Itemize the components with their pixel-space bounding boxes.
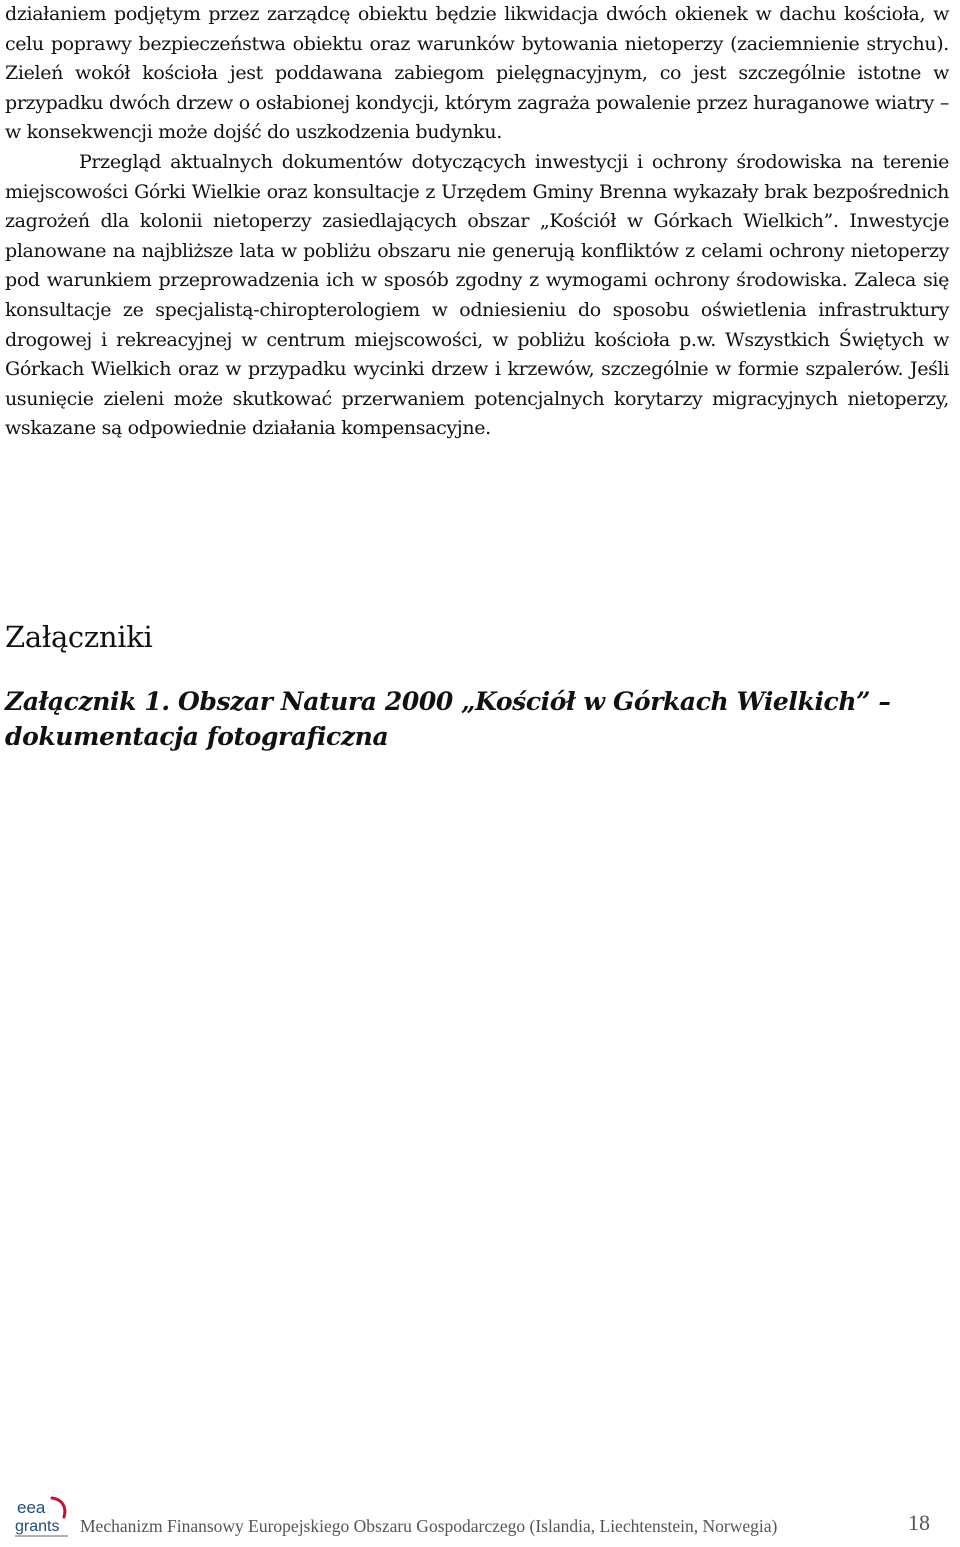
body-text	[5, 0, 949, 444]
paragraph-review: Przegląd aktualnych dokumentów dotyczących inwestycji i ochrony środowiska na terenie miejscowości Górki Wielkie oraz konsultacje z Urzędem Gminy Brenna wykazały brak bezpośrednich zagrożeń dla kolonii nietoperzy zasiedlających obszar „Kościół w Górkach Wielkich”. Inwestycje planowane na najbliższe lata w pobliżu obszaru nie generują konfliktów z celami ochrony nietoperzy pod warunkiem przeprowadzenia ich w sposób zgodny z wymogami ochrony środowiska. Zaleca się konsultacje ze specjalistą-chiropterologiem w odniesieniu do sposobu oświetlenia infrastruktury drogowej i rekreacyjnej w centrum miejscowości, w pobliżu kościoła p.w. Wszystkich Świętych w Górkach Wielkich oraz w przypadku wycinki drzew i krzewów, szczególnie w formie szpalerów. Jeśli usunięcie zieleni może skutkować przerwaniem potencjalnych korytarzy migracyjnych nietoperzy, wskazane są odpowiednie działania kompensacyjne.	[5, 150, 949, 440]
logo-swoosh	[52, 1498, 65, 1517]
paragraph-continued: działaniem podjętym przez zarządcę obiektu będzie likwidacja dwóch okienek w dachu kościoła, w celu poprawy bezpieczeństwa obiektu oraz warunków bytowania nietoperzy (zaciemnienie strychu). Zieleń wokół kościoła jest poddawana zabiegom pielęgnacyjnym, co jest szczególnie istotne w przypadku dwóch drzew o osłabionej kondycji, którym zagraża powalenie przez huraganowe wiatry – w konsekwencji może dojść do uszkodzenia budynku.	[5, 3, 949, 144]
eea-grants-logo	[14, 1495, 74, 1541]
page-footer	[0, 1490, 960, 1547]
page-number: 18	[908, 1510, 930, 1535]
footer-text: Mechanizm Finansowy Europejskiego Obszaru Gospodarczego (Islandia, Liechtenstein, Norwegia)	[80, 1516, 778, 1536]
attachment-1-title: Załącznik 1. Obszar Natura 2000 „Kościół w Górkach Wielkich” – dokumentacja fotograficzna	[5, 687, 891, 751]
logo-line-eea: eea	[17, 1498, 46, 1517]
section-heading-attachments: Załączniki	[5, 620, 153, 654]
logo-line-grants: grants	[15, 1518, 60, 1535]
